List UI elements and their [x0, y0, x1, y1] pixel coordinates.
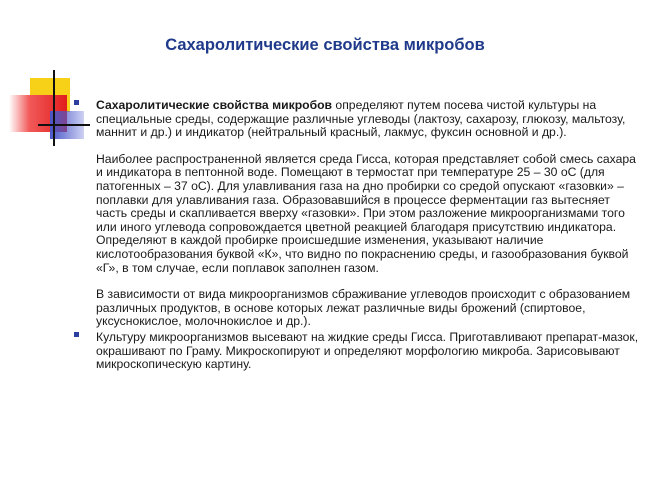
slide-title: Сахаролитические свойства микробов [165, 36, 485, 54]
square-bullet-icon [74, 332, 79, 337]
decorative-corner-graphic [0, 0, 100, 150]
bullet-1-paragraph-4: В зависимости от вида микроорганизмов сбраживание углеводов происходит с образованием различных продуктов, в основе которых лежат различные виды брожений (спиртовое, уксуснокислое, молочнокислое и др.). [96, 287, 631, 329]
bullet-1-lead-rest: определяют путем посева чистой культуры на специальные среды, содержащие различные углеводы (лактозу, сахарозу, глюкозу, мальтозу, маннит и др.) и индикатор (нейтральный красный, лакмус, фуксин основной и др.). [96, 98, 626, 140]
bullet-2-paragraph: Культуру микроорганизмов высевают на жидкие среды Гисса. Приготавливают препарат-мазок, окрашивают по Граму. Микроскопируют и определяют морфологию микроба. Зарисовывают микроскопическую картину. [96, 329, 639, 372]
bullet-item-2 [96, 331, 641, 372]
bullet-1-paragraph-3: Определяют в каждой пробирке происшедшие изменения, указывают наличие кислотообразования буквой «К», что видно по покраснению среды, и газообразования буквой «Г», в том случае, если поплавок заполнен газом. [96, 233, 629, 275]
slide-body [96, 99, 641, 372]
square-bullet-icon [74, 100, 79, 105]
bullet-1-lead-bold: Сахаролитические свойства микробов [96, 98, 333, 112]
bullet-item-1 [96, 99, 641, 329]
bullet-1-paragraph-1 [96, 99, 641, 140]
deco-horizontal-line [38, 124, 90, 126]
bullet-1-paragraph-2: Наиболее распространенной является среда Гисса, которая представляет собой смесь сахара и индикатора в пептонной воде. Помещают в термостат при температуре 25 – 30 оС (для патогенных – 37 оС). Для улавливания газа на дно пробирки со средой опускают «газовки» – поплавки для улавливания газа. Образовавшийся в процессе ферментации газ вытесняет часть среды и скапливается вверху «газовки». При этом разложение микроорганизмами того или иного углевода сопровождается цветной реакцией благодаря присутствию индикатора. [96, 151, 636, 234]
deco-vertical-line [53, 70, 55, 146]
